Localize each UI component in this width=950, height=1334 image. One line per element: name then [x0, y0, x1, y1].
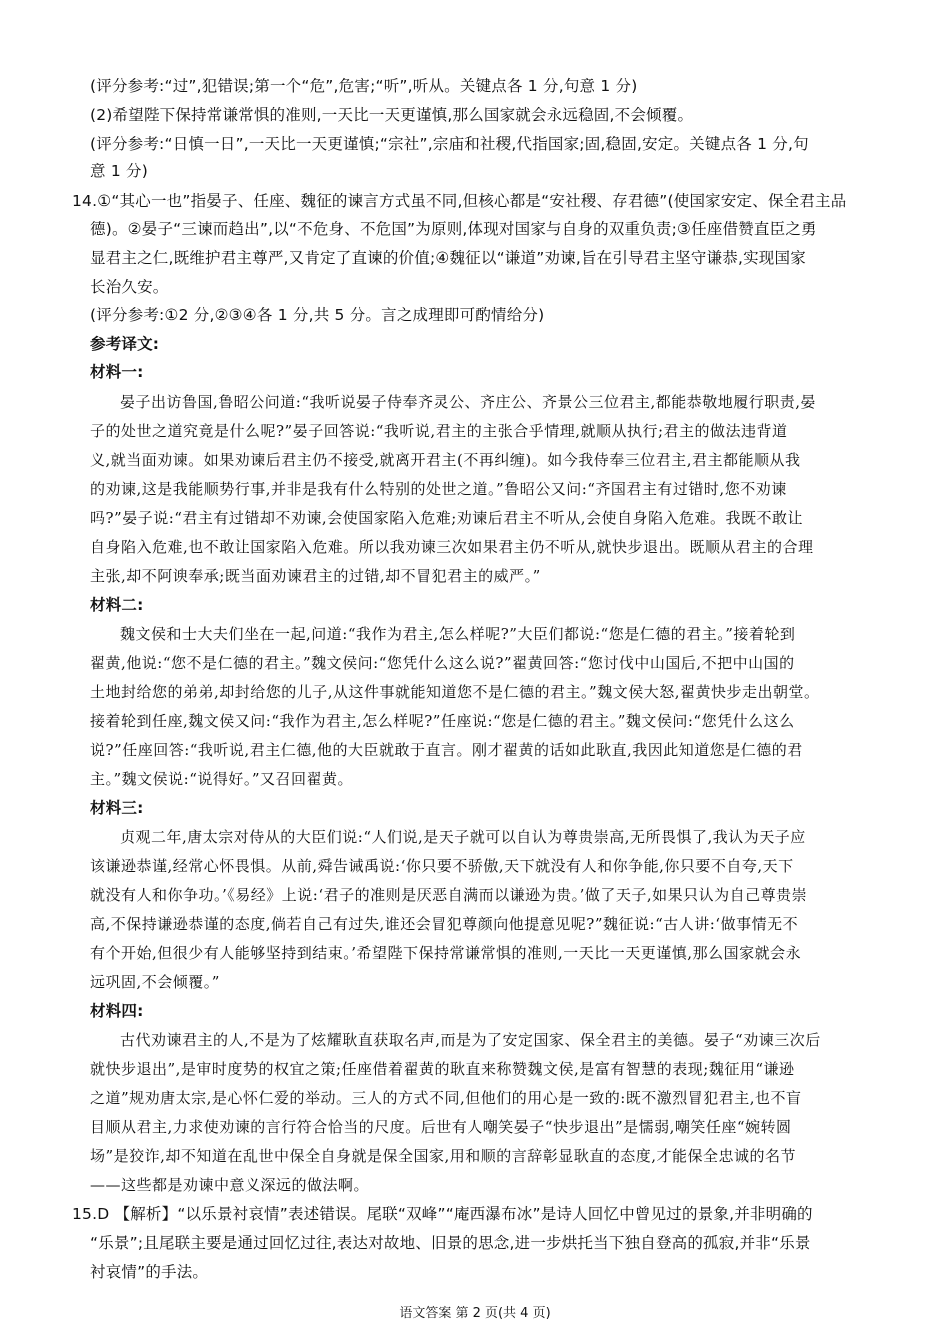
page-footer: 语文答案 第 2 页(共 4 页): [399, 1306, 551, 1321]
material-2-line: 翟黄,他说:“您不是仁德的君主。”魏文侯问:“您凭什么这么说?”翟黄回答:“您讨伐中山国后,不把中山国的: [90, 654, 795, 672]
material-4-line: 场”是狡诈,却不知道在乱世中保全自身就是保全国家,用和顺的言辞彰显耿直的态度,才能保全忠诚的名节: [90, 1147, 796, 1165]
material-2-line: 土地封给您的弟弟,却封给您的儿子,从这件事就能知道您不是仁德的君主。”魏文侯大怒,翟黄快步走出朝堂。: [90, 683, 820, 701]
material-1-line: 自身陷入危难,也不敢让国家陷入危难。所以我劝谏三次如果君主仍不听从,就快步退出。既顺从君主的合理: [90, 538, 814, 556]
answer-15-line2: “乐景”;且尾联主要是通过回忆过往,表达对故地、旧景的思念,进一步烘托当下独自登高的孤寂,并非“乐景: [90, 1234, 811, 1252]
material-4-heading: 材料四:: [90, 1002, 144, 1020]
material-1-line: 子的处世之道究竟是什么呢?”晏子回答说:“我听说,君主的主张合乎情理,就顺从执行;君主的做法违背道: [90, 422, 788, 440]
material-3-para: 贞观二年,唐太宗对侍从的大臣们说:“人们说,是天子就可以自认为尊贵崇高,无所畏惧了,我认为天子应: [120, 828, 806, 846]
material-4-line: ——这些都是劝谏中意义深远的做法啊。: [90, 1176, 370, 1194]
material-1-para: 晏子出访鲁国,鲁昭公问道:“我听说晏子侍奉齐灵公、齐庄公、齐景公三位君主,都能恭敬地履行职责,晏: [120, 393, 817, 411]
material-1-heading: 材料一:: [90, 363, 144, 381]
answer-13-2: (2)希望陛下保持常谦常惧的准则,一天比一天更谨慎,那么国家就会永远稳固,不会倾覆。: [90, 106, 694, 124]
material-3-line: 有个开始,但很少有人能够坚持到结束。’希望陛下保持常谦常惧的准则,一天比一天更谨慎,那么国家就会永: [90, 944, 802, 962]
material-2-heading: 材料二:: [90, 596, 144, 614]
material-2-line: 主。”魏文侯说:“说得好。”又召回翟黄。: [90, 770, 354, 788]
material-3-heading: 材料三:: [90, 799, 144, 817]
answer-14: 14.①“其心一也”指晏子、任座、魏征的谏言方式虽不同,但核心都是“安社稷、存君德”(使国家安定、保全君主品: [72, 192, 847, 210]
material-3-line: 就没有人和你争功。’《易经》上说:‘君子的准则是厌恶自满而以谦逊为贵。’做了天子,如果只认为自己尊贵崇: [90, 886, 808, 904]
material-1-line: 吗?”晏子说:“君主有过错却不劝谏,会使国家陷入危难;劝谏后君主不听从,会使自身陷入危难。我既不敢让: [90, 509, 804, 527]
material-4-line: 之道”规劝唐太宗,是心怀仁爱的举动。三人的方式不同,但他们的用心是一致的:既不激烈冒犯君主,也不盲: [90, 1089, 802, 1107]
material-2-line: 接着轮到任座,魏文侯又问:“我作为君主,怎么样呢?”任座说:“您是仁德的君主。”魏文侯问:“您凭什么这么: [90, 712, 795, 730]
scoring-note-14: (评分参考:①2 分,②③④各 1 分,共 5 分。言之成理即可酌情给分): [90, 306, 545, 324]
material-3-line: 远巩固,不会倾覆。”: [90, 973, 220, 991]
material-4-para: 古代劝谏君主的人,不是为了炫耀耿直获取名声,而是为了安定国家、保全君主的美德。晏子“劝谏三次后: [120, 1031, 821, 1049]
scoring-note-2-cont: 意 1 分): [90, 162, 148, 180]
answer-14-line4: 长治久安。: [90, 278, 169, 296]
material-2-para: 魏文侯和士大夫们坐在一起,问道:“我作为君主,怎么样呢?”大臣们都说:“您是仁德的君主。”接着轮到: [120, 625, 796, 643]
answer-15: 15.D 【解析】“以乐景衬哀情”表述错误。尾联“双峰”“庵西瀑布冰”是诗人回忆中曾见过的景象,并非明确的: [72, 1205, 813, 1223]
material-3-line: 高,不保持谦逊恭谨的态度,倘若自己有过失,谁还会冒犯尊颜向他提意见呢?”魏征说:“古人讲:‘做事情无不: [90, 915, 799, 933]
material-3-line: 该谦逊恭谨,经常心怀畏惧。从前,舜告诫禹说:‘你只要不骄傲,天下就没有人和你争能,你只要不自夸,天下: [90, 857, 794, 875]
material-1-line: 的劝谏,这是我能顺势行事,并非是我有什么特别的处世之道。”鲁昭公又问:“齐国君主有过错时,您不劝谏: [90, 480, 787, 498]
answer-15-line3: 衬哀情”的手法。: [90, 1263, 209, 1281]
material-4-line: 目顺从君主,力求使劝谏的言行符合恰当的尺度。后世有人嘲笑晏子“快步退出”是懦弱,嘲笑任座“婉转圆: [90, 1118, 792, 1136]
material-1-line: 主张,却不阿谀奉承;既当面劝谏君主的过错,却不冒犯君主的威严。”: [90, 567, 541, 585]
answer-14-line3: 显君主之仁,既维护君主尊严,又肯定了直谏的价值;④魏征以“谦道”劝谏,旨在引导君主坚守谦恭,实现国家: [90, 249, 806, 267]
material-2-line: 说?”任座回答:“我听说,君主仁德,他的大臣就敢于直言。刚才翟黄的话如此耿直,我因此知道您是仁德的君: [90, 741, 803, 759]
answer-14-line2: 德)。②晏子“三谏而趋出”,以“不危身、不危国”为原则,体现对国家与自身的双重负责;③任座借赞直臣之勇: [90, 220, 817, 238]
scoring-note-1: (评分参考:“过”,犯错误;第一个“危”,危害;“听”,听从。关键点各 1 分,句意 1 分): [90, 77, 638, 95]
material-4-line: 就快步退出”,是审时度势的权宜之策;任座借着翟黄的耿直来称赞魏文侯,是富有智慧的表现;魏征用“谦逊: [90, 1060, 795, 1078]
material-1-line: 义,就当面劝谏。如果劝谏后君主仍不接受,就离开君主(不再纠缠)。如今我侍奉三位君主,君主都能顺从我: [90, 451, 801, 469]
scoring-note-2: (评分参考:“日慎一日”,一天比一天更谨慎;“宗社”,宗庙和社稷,代指国家;固,稳固,安定。关键点各 1 分,句: [90, 135, 809, 153]
translation-heading: 参考译文:: [90, 335, 160, 353]
